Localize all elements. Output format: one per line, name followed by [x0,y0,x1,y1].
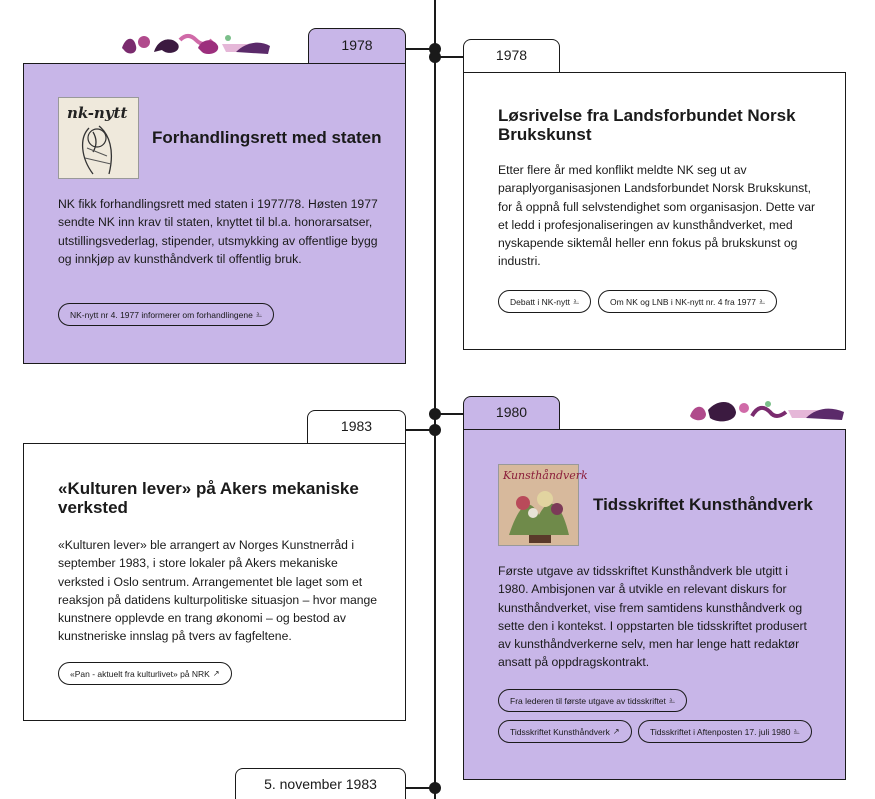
document-icon: ⎁ [573,296,580,306]
year-label: 1980 [495,404,528,420]
thumb-title: Kunsthåndverk [503,469,588,482]
timeline-connector [405,48,435,50]
link-label: Debatt i NK-nytt [510,296,570,307]
link-label: Tidsskriftet i Aftenposten 17. juli 1980 [650,726,791,737]
document-link-button[interactable] [58,303,274,326]
card-body: NK fikk forhandlingsrett med staten i 1977/78. Høsten 1977 sendte NK inn krav til staten, knyttet til bl.a. honorarsatser, utstillingsvederlag, stipender, utsmykking av offentlige bygg og innkjøp av kunsthåndverk til offentlig bruk. [58,197,378,266]
decorative-doodle [118,30,278,65]
external-link-icon: ↗ [212,669,220,678]
document-icon: ⎁ [758,296,766,306]
thumb-title: nk-nytt [67,104,128,122]
card-body: Etter flere år med konflikt meldte NK seg ut av paraplyorganisasjonen Landsforbundet Norsk Brukskunst, for å oppnå full selvstendighet som organisasjon. Dette var et ledd i profesjonaliseringen av kunsthåndverket, med nyskapende siktemål heller enn fokus på brukskunst og industri. [498,163,816,269]
year-label: 1978 [341,37,373,53]
card-body: «Kulturen lever» ble arrangert av Norges Kunstnerråd i september 1983, i store lokaler på Akers mekaniske verksted i Oslo sentrum. Arrangementet ble laget som et reaksjon på datidens kulturpolitiske situasjon – hvor mange kunstnere opplevde en trang økonomi – og bestod av kunstneriske innslag på tvers av fagfeltene. [58,538,378,644]
card-title: Forhandlingsrett med staten [152,128,382,147]
timeline-connector [435,413,464,415]
timeline-connector [405,429,435,431]
kunsthandverk-cover-image [498,464,588,546]
year-label: 1983 [340,418,373,434]
year-label: 1978 [495,47,528,63]
external-link-button[interactable] [498,720,632,743]
link-label: Fra lederen til første utgave av tidsskriftet [510,695,666,706]
document-link-button[interactable] [498,689,687,712]
timeline-connector [435,56,464,58]
timeline-axis [434,0,436,799]
document-link-button[interactable] [638,720,812,743]
document-link-button[interactable] [498,290,591,313]
nk-nytt-cover-image [58,97,139,179]
card-title: «Kulturen lever» på Akers mekaniske verksted [58,479,359,517]
year-tab [235,768,406,799]
decorative-doodle [688,396,846,431]
card-body: Første utgave av tidsskriftet Kunsthåndverk ble utgitt i 1980. Ambisjonen var å utvikle en relevant diskurs for kunsthåndverket, vise frem samtidens kunsthåndverk og sette den i kontekst. I oppstarten ble tidsskriftet produsert av kunsthåndverkerne selv, men har lenge hatt redaktør ansatt på oppdragskontrakt. [498,564,807,670]
card-title: Løsrivelse fra Landsforbundet Norsk Brukskunst [498,106,796,144]
external-link-icon: ↗ [612,727,620,736]
year-label: 5. november 1983 [264,776,377,792]
link-label: Om NK og LNB i NK-nytt nr. 4 fra 1977 [610,296,756,307]
link-label: Tidsskriftet Kunsthåndverk [510,726,610,737]
document-icon: ⎁ [668,695,676,705]
year-tab [463,39,560,74]
card-title: Tidsskriftet Kunsthåndverk [593,495,813,514]
year-tab [307,410,406,445]
document-icon: ⎁ [793,726,800,736]
document-icon: ⎁ [255,309,263,319]
link-label: «Pan - aktuelt fra kulturlivet» på NRK [70,668,210,679]
link-label: NK-nytt nr 4. 1977 informerer om forhandlingene [70,309,253,320]
document-link-button[interactable] [598,290,777,313]
timeline-connector [405,787,435,789]
year-tab [308,28,406,65]
year-tab [463,396,560,431]
external-link-button[interactable] [58,662,232,685]
